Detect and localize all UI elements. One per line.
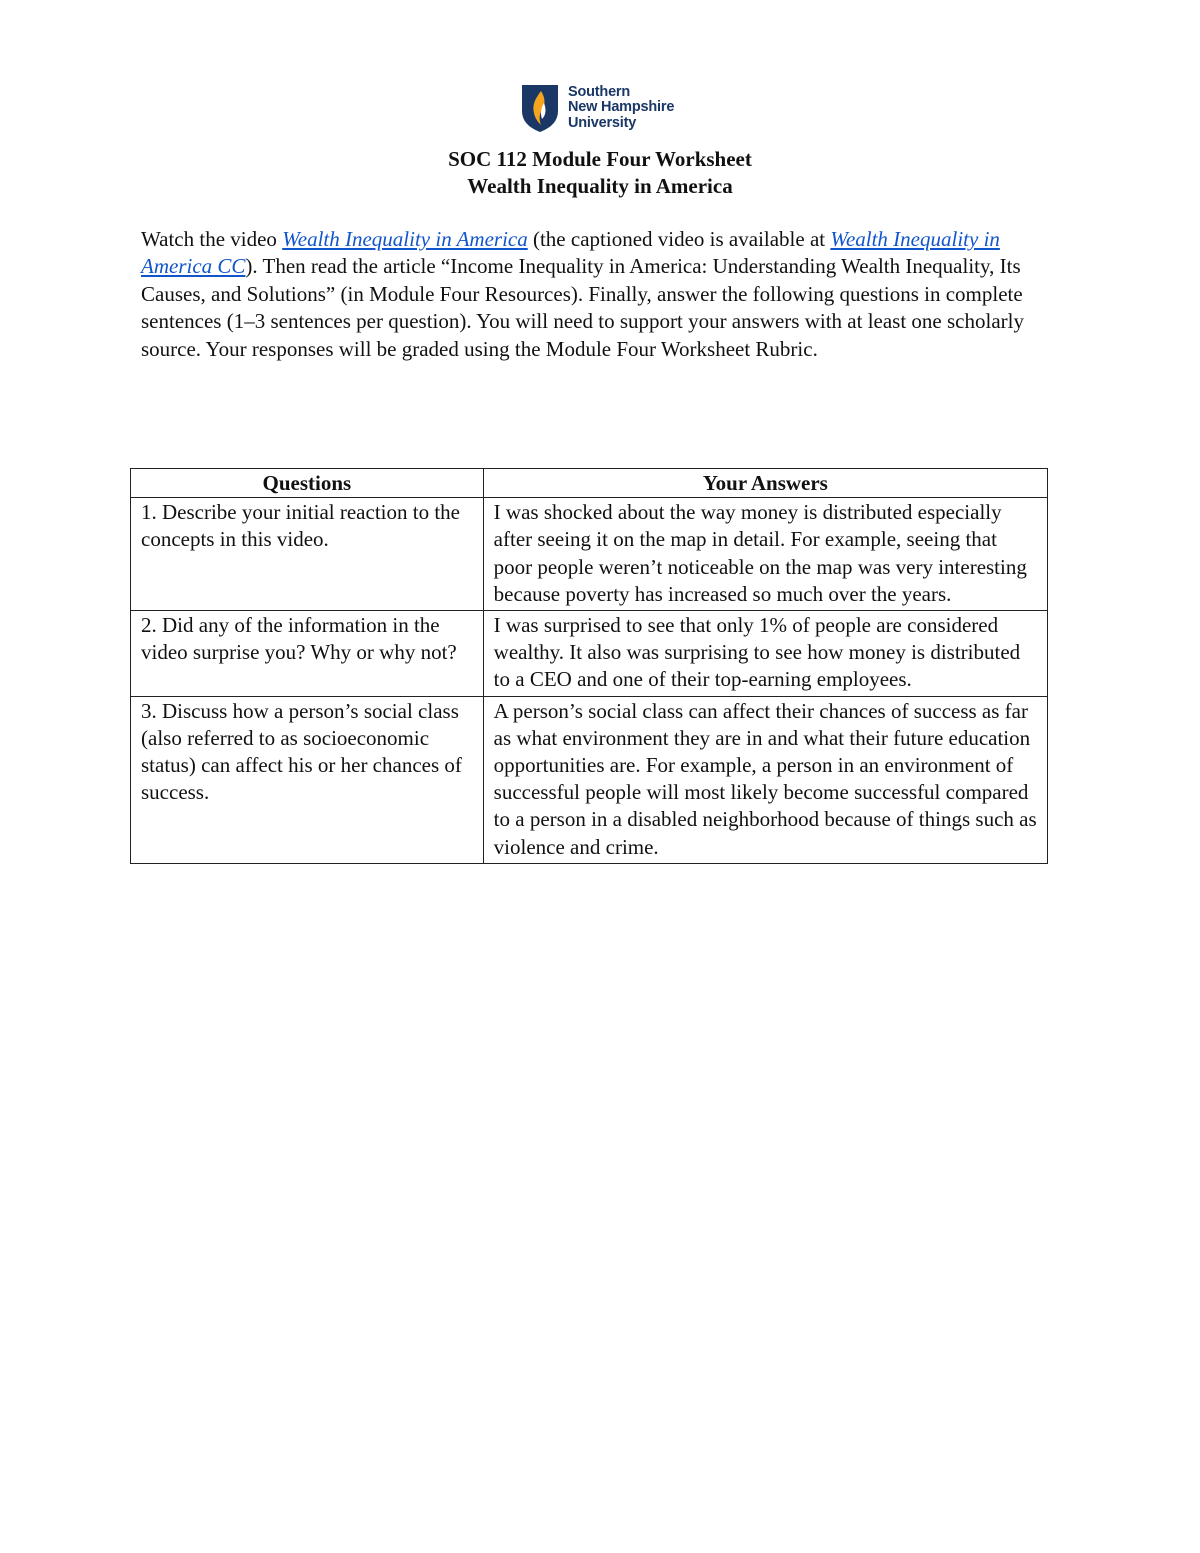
logo-wordmark: [568, 85, 674, 132]
snhu-shield-icon: [520, 83, 560, 133]
questions-answers-table: [130, 468, 1048, 864]
table-row: [131, 498, 1048, 611]
table-row: [131, 696, 1048, 863]
intro-text-1: Watch the video: [141, 227, 283, 251]
page-subtitle: Wealth Inequality in America: [467, 174, 733, 198]
table-header-row: [131, 469, 1048, 498]
intro-text-2: (the captioned video is available at: [527, 227, 831, 251]
answers-column-header: Your Answers: [483, 469, 1047, 498]
intro-text-3: ). Then read the article “Income Inequality in America: Understanding Wealth Inequality, Its Causes, and Solutions” (in Module Four Resources). Finally, answer the following questions in complete sentences (1–3 sentences per question). You will need to support your answers with at least one scholarly source. Your responses will be graded using the Module Four Worksheet Rubric.: [141, 254, 1024, 361]
question-cell: 3. Discuss how a person’s social class (also referred to as socioeconomic status) can affect his or her chances of success.: [131, 696, 484, 863]
captioned-video-link[interactable]: Wealth Inequality in America CC: [141, 227, 1000, 279]
question-cell: 1. Describe your initial reaction to the concepts in this video.: [131, 498, 484, 611]
video-link[interactable]: Wealth Inequality in America: [282, 227, 528, 251]
questions-column-header: Questions: [131, 469, 484, 498]
university-logo: [520, 82, 674, 134]
logo-line-3: University: [568, 114, 637, 131]
answer-cell: A person’s social class can affect their chances of success as far as what environment they are in and what their future education opportunities are. For example, a person in an environment of successful people will most likely become successful compared to a person in a disabled neighborhood because of things such as violence and crime.: [483, 696, 1047, 863]
table-row: [131, 611, 1048, 697]
instructions-paragraph: [141, 226, 1061, 363]
page-title: SOC 112 Module Four Worksheet: [448, 147, 752, 171]
logo-line-1: Southern: [568, 83, 631, 100]
logo-line-2: New Hampshire: [568, 99, 675, 116]
question-cell: 2. Did any of the information in the video surprise you? Why or why not?: [131, 611, 484, 697]
answer-cell: I was surprised to see that only 1% of people are considered wealthy. It also was surprising to see how money is distributed to a CEO and one of their top-earning employees.: [483, 611, 1047, 697]
answer-cell: I was shocked about the way money is distributed especially after seeing it on the map in detail. For example, seeing that poor people weren’t noticeable on the map was very interesting because poverty has increased so much over the years.: [483, 498, 1047, 611]
